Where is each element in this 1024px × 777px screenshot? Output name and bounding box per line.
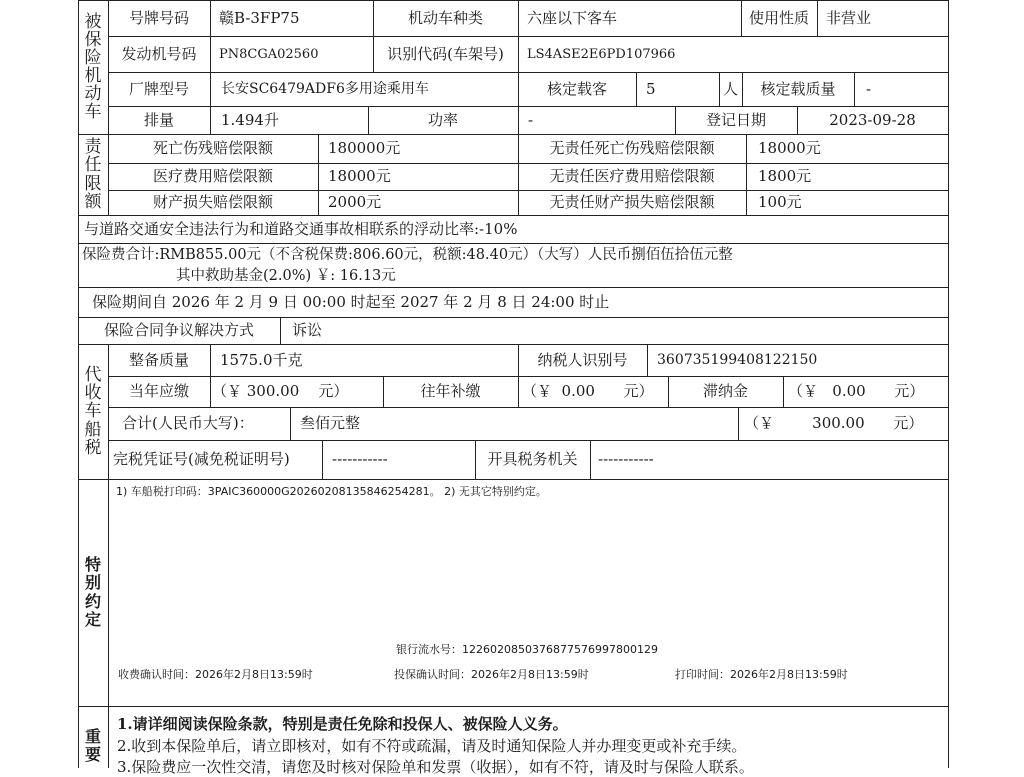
tax-office-label: 开具税务机关 (487, 450, 578, 468)
seats-unit: 人 (722, 79, 738, 98)
vin-label: 识别代码(车架号) (387, 44, 504, 63)
taxpayer-id-value: 360735199408122150 (657, 352, 818, 368)
power-value: - (528, 110, 534, 129)
important-section-label: 重 要 (84, 727, 101, 765)
current-year-label: 当年应缴 (128, 382, 189, 400)
vehicle-type-value: 六座以下客车 (527, 8, 618, 27)
total-value: 叁佰元整 (300, 414, 361, 432)
rescue-fund: 其中救助基金(2.0%) ￥: 16.13元 (176, 267, 396, 284)
past-years-value: （￥ 0.00 元） (522, 382, 654, 400)
load-label: 核定载质量 (760, 79, 836, 98)
seats-value: 5 (646, 79, 656, 98)
no-fault-medical-limit-value: 1800元 (758, 167, 812, 185)
no-fault-death-limit-value: 18000元 (758, 139, 821, 157)
reg-date-value: 2023-09-28 (829, 110, 916, 129)
important-item-3: 3.保险费应一次性交清，请您及时核对保险单和发票（收据），如有不符，请及时与保险人联系。 (117, 757, 754, 776)
total-amount: （￥ 300.00 元） (744, 414, 924, 432)
plate-value: 赣B-3FP75 (219, 8, 300, 27)
past-years-label: 往年补缴 (420, 382, 481, 400)
property-limit-label: 财产损失赔偿限额 (152, 193, 273, 211)
bank-serial: 银行流水号：1226020850376877576997800129 (396, 642, 658, 656)
insurance-period: 保险期间自 2026 年 2 月 9 日 00:00 时起至 2027 年 2 月 8 日 24:00 时止 (92, 292, 610, 311)
vehicle-type-label: 机动车种类 (407, 8, 483, 27)
no-fault-property-limit-label: 无责任财产损失赔偿限额 (549, 193, 715, 211)
curb-weight-label: 整备质量 (128, 350, 189, 369)
premium-total: 保险费合计:RMB855.00元（不含税保费:806.60元，税额:48.40元）（大写）人民币捌佰伍拾伍元整 (82, 246, 733, 263)
medical-limit-label: 医疗费用赔偿限额 (152, 167, 273, 185)
death-limit-label: 死亡伤残赔偿限额 (152, 139, 273, 157)
right-border (948, 0, 949, 768)
displacement-label: 排量 (143, 110, 174, 129)
vin-value: LS4ASE2E6PD107966 (527, 46, 676, 62)
important-item-1: 1.请详细阅读保险条款，特别是责任免除和投保人、被保险人义务。 (117, 714, 568, 733)
load-value: - (866, 79, 872, 98)
seats-label: 核定载客 (546, 79, 607, 98)
engine-value: PN8CGA02560 (219, 46, 319, 62)
model-value: 长安SC6479ADF6多用途乘用车 (221, 81, 429, 97)
plate-label: 号牌号码 (128, 8, 189, 27)
engine-label: 发动机号码 (121, 44, 197, 63)
power-label: 功率 (427, 110, 458, 129)
fee-confirm-time: 收费确认时间：2026年2月8日13:59时 (118, 667, 313, 681)
important-item-2: 2.收到本保险单后，请立即核对，如有不符或疏漏，请及时通知保险人并办理变更或补充手续。 (117, 736, 747, 755)
dispute-label: 保险合同争议解决方式 (103, 321, 254, 339)
tax-cert-value: ----------- (332, 450, 388, 468)
insure-confirm-time: 投保确认时间：2026年2月8日13:59时 (394, 667, 589, 681)
use-label: 使用性质 (748, 8, 809, 27)
no-fault-property-limit-value: 100元 (758, 193, 802, 211)
reg-date-label: 登记日期 (705, 110, 766, 129)
curb-weight-value: 1575.0千克 (220, 350, 303, 369)
vehicle-section-label: 被 保 险 机 动 车 (84, 11, 102, 123)
property-limit-value: 2000元 (328, 193, 382, 211)
current-year-value: （￥ 300.00 元） (212, 382, 349, 400)
taxpayer-id-label: 纳税人识别号 (537, 350, 628, 369)
total-label: 合计(人民币大写)： (122, 414, 254, 432)
dispute-value: 诉讼 (292, 321, 323, 339)
special-section-label: 特 别 约 定 (84, 554, 101, 629)
medical-limit-value: 18000元 (328, 167, 391, 185)
late-fee-label: 滞纳金 (702, 382, 748, 400)
special-note: 1) 车船税打印码：3PAIC360000G20260208135846254281。 2) 无其它特别约定。 (116, 484, 547, 498)
displacement-value: 1.494升 (221, 110, 279, 129)
print-time: 打印时间：2026年2月8日13:59时 (675, 667, 848, 681)
float-rate: 与道路交通安全违法行为和道路交通事故相联系的浮动比率:-10% (84, 219, 518, 238)
use-value: 非营业 (826, 8, 872, 27)
tax-section-label: 代 收 车 船 税 (84, 365, 102, 458)
model-label: 厂牌型号 (128, 79, 189, 98)
tax-office-value: ----------- (598, 450, 654, 468)
no-fault-death-limit-label: 无责任死亡伤残赔偿限额 (549, 139, 715, 157)
tax-cert-label: 完税凭证号(减免税证明号) (113, 450, 290, 468)
liability-section-label: 责 任 限 额 (84, 137, 102, 212)
no-fault-medical-limit-label: 无责任医疗费用赔偿限额 (549, 167, 715, 185)
late-fee-value: （￥ 0.00 元） (788, 382, 925, 400)
death-limit-value: 180000元 (328, 139, 401, 157)
